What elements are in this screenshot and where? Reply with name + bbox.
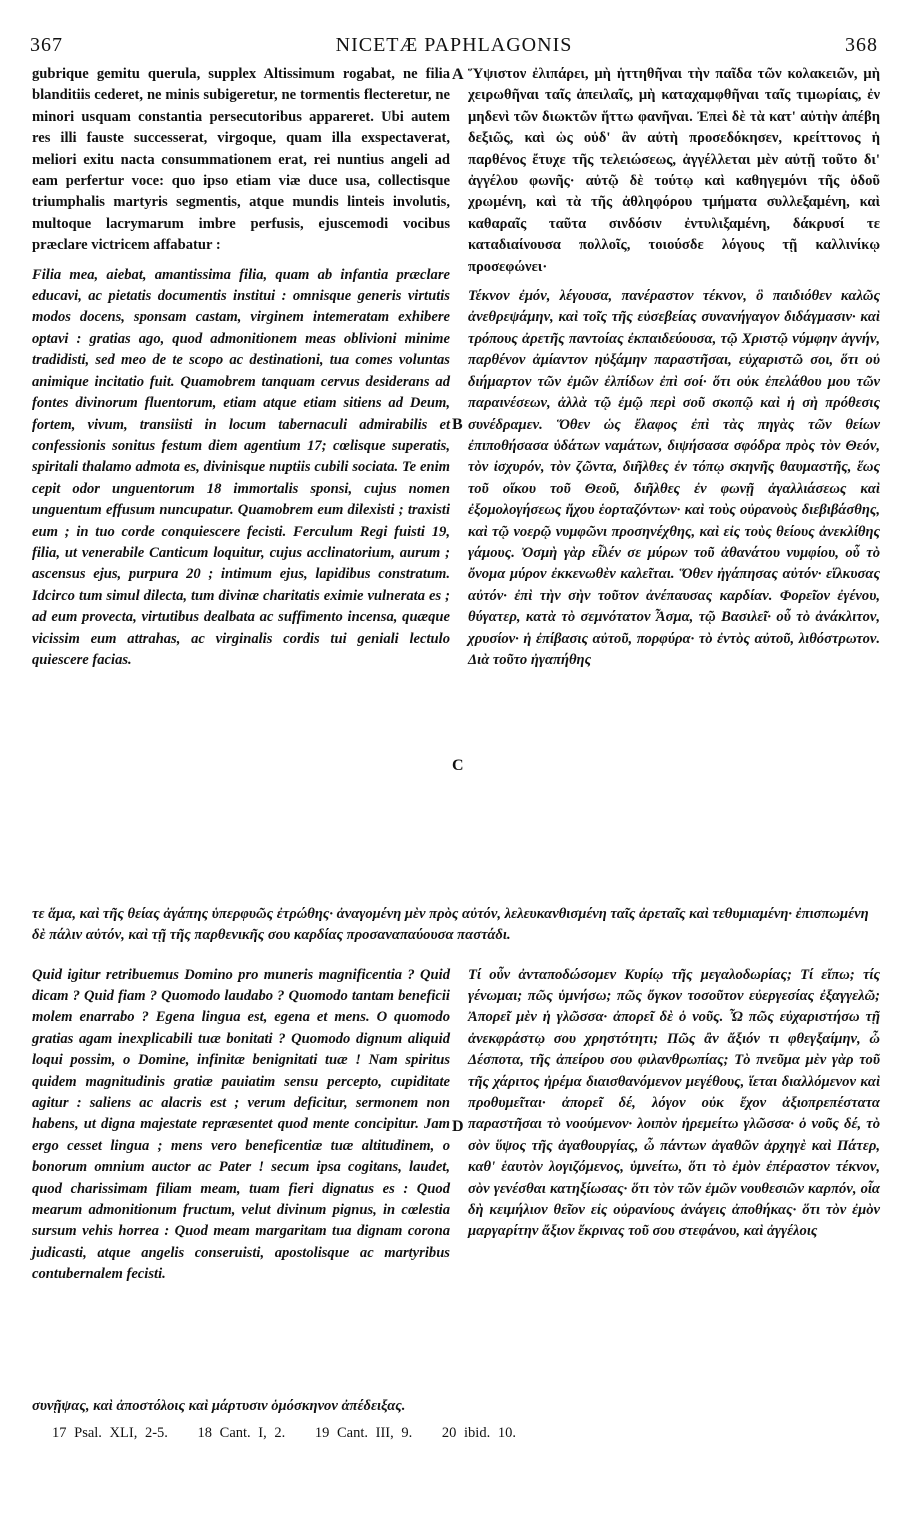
margin-letter-b: B: [452, 416, 463, 433]
footnote-18: 18 Cant. I, 2.: [197, 1425, 286, 1441]
footnote-17: 17 Psal. XLI, 2-5.: [52, 1425, 168, 1441]
latin-column-lower: [32, 950, 450, 1300]
running-title: NICETÆ PAPHLAGONIS: [335, 34, 573, 56]
margin-letter-c: C: [452, 757, 464, 774]
running-header: [30, 30, 878, 60]
greek-column-upper: [468, 64, 880, 671]
greek-paragraph-1: Ὕψιστον ἐλιπάρει, μὴ ἡττηθῆναι τὴν παῖδα τῶν κολακειῶν, μὴ χειρωθῆναι ταῖς ἀπειλαῖς, μὴ καταχαμφθῆναι ταῖς τιμωρίαις, ἐν μηδενὶ τῶν διωκτῶν ἥττω φανῆναι. Ἐπεὶ δὲ τὰ κατ' αὐτὴν ἀπέβη δεξιῶς, καὶ ὡς οὐδ' ἂν αὐτὴ προσεδόκησεν, κρείττονος ἡ παρθένος ἔτυχε τῆς τελειώσεως, ἀγγέλλεται μὲν αὐτῇ τοῦτο δι' ἀγγέλου φωνῆς· αὐτῷ δὲ τούτῳ καὶ καθηγεμόνι τῆς ὁδοῦ χρωμένη, καὶ τὰ τῆς ἀθληφόρου τμήματα συλλεξαμένη, καὶ καθαραῖς ταῦτα σινδόσιν ἐντυλιξαμένη, δάκρυσί τε καταδιαίνουσα πολλοῖς, τοιούσδε λόγους τῇ καλλινίκῳ προσεφώνει·: [468, 66, 880, 275]
greek-spanning-line-1: τε ἅμα, καὶ τῆς θείας ἀγάπης ὑπερφυῶς ἐτρώθης· ἀναγομένη μὲν πρὸς αὐτόν, λελευκανθισμένη ταῖς ἀρεταῖς καὶ τεθυμιαμένη· ἐπισπωμένη δὲ πάλιν αὐτόν, καὶ τῇ τῆς παρθενικῆς σου καρδίας προσαναπαύουσα παστάδι.: [32, 906, 869, 944]
margin-letter-a: A: [452, 66, 464, 83]
latin-paragraph-1: gubrique gemitu querula, supplex Altissimum rogabat, ne filia blanditiis cederet, ne minis subigeretur, ne tormentis flecteretur, ne minori usquam constantia persecutoribus appareret. Ubi autem res illi fauste successerat, virgoque, quam illa exspectaverat, meliori exitu nacta consummationem erat, rei nuntius angeli ad eam perfertur voce: quo ipso etiam viæ duce usa, collectisque triumphalis martyris segmentis, atque mundis linteis involutis, multoque lacrymarum imbre perfusis, ejuscemodi vocibus præclare victricem affabatur :: [32, 66, 450, 254]
greek-paragraph-3: Τί οὖν ἀνταποδώσομεν Κυρίῳ τῆς μεγαλοδωρίας; Τί εἴπω; τίς γένωμαι; πῶς ὑμνήσω; πῶς ὄγκον τοσοῦτον εὐεργεσίας ἐξαγγελῶ; Ἀπορεῖ μὲν ἡ γλῶσσα· ἀπορεῖ δὲ ὁ νοῦς. Ὦ πῶς εὐχαριστήσω τῇ ἀνεκφράστῳ σου χρηστότητι; Πῶς ἂν ἄξιόν τι φθεγξαίμην, ὦ Δέσποτα, τῆς ἀπείρου σου φιλανθρωπίας; Τὸ πνεῦμα μὲν γὰρ τοῦ τῆς χάριτος ἠρέμα διαισθανόμενον μεγέθους, ἵεται διαλλόμενον καὶ προθυμεῖται· ἀπορεῖ δέ, λόγον οὐκ ἔχον ἀξιοπρεπέστατα παραστῆσαι τὸ νοούμενον· λοιπὸν ἠρεμείτω γλῶσσα· ὁ νοῦς δέ, τὸ σὸν ὕψος τῆς ἀγαθουργίας, ὦ πάντων ἀγαθῶν ἀρχηγὲ καὶ Πάτερ, καθ' ἑαυτὸν λογιζόμενος, ὑμνείτω, ὅτι τὸ ἐμὸν ἐπέραστον τέκνον, σὸν γενέσθαι κατηξίωσας· ὅτι τὸν τῶν ἐμῶν νουθεσιῶν καρπόν, οἷα δὴ κειμήλιον θεῖον εἰς οὐρανίους ἀνάγεις ἀποθήκας· ὅτι τὸν ἐμὸν μαργαρίτην ἄξιον ἔκρινας τοῦ σου στεφάνου, καὶ ἀγγέλοις: [468, 966, 880, 1240]
page-number-right: 368: [845, 34, 878, 56]
latin-paragraph-3: Quid igitur retribuemus Domino pro muneris magnificentia ? Quid dicam ? Quid fiam ? Quomodo laudabo ? Quomodo tantam beneficii molem enarrabo ? Egena lingua est, egena et mens. O quomodo gratias agam inexplicabili tuæ bonitati ? Quomodo dignum aliquid loqui possim, o Domine, infinitæ benignitati tuæ ! Nam spiritus quidem magnitudinis gratiæ pauiatim sensu percepto, cupiditate agitur : saliens ac alacris est ; verum deficitur, sermonem non habens, ut digna majestate repræsentet quod mente concipitur. Jam ergo cesset lingua ; mens vero beneficentiæ tuæ altitudinem, o bonorum omnium auctor ac Pater ! secum ipsa cogitans, laudet, quod charissimam filiam meam, tuam fieri dignatus es : Quod mearum admonitionum fructum, velut divinum pignus, in cœlestia sursum vehis horrea : Quod meam margaritam tua dignam corona judicasti, atque angelis conseruisti, apostolisque ac martyribus contubernalem fecisti.: [32, 966, 450, 1283]
footnote-20: 20 ibid. 10.: [441, 1425, 516, 1441]
footnotes: [52, 1425, 516, 1442]
page-number-left: 367: [30, 34, 63, 56]
greek-spanning-line-2: συνῇψας, καὶ ἀποστόλοις καὶ μάρτυσιν ὁμόσκηνον ἀπέδειξας.: [32, 1398, 406, 1414]
greek-column-lower: [468, 950, 880, 1257]
greek-paragraph-2: Τέκνον ἐμόν, λέγουσα, πανέραστον τέκνον, ὃ παιδιόθεν καλῶς ἀνεθρεψάμην, καὶ τοῖς τῆς εὐσεβείας συνανήγαγον διδάγμασιν· καὶ τρόπους ἀρετῆς παντοίας ἐκπαιδεύουσα, τῷ Χριστῷ νύμφην ἁγνήν, παρθένον ἀμίαντον ηὐξάμην παραστῆσαι, εὐχαριστῶ σοι, ὅτι οὐ διήμαρτον τῶν ἐμῶν ἐλπίδων ἐπὶ σοί· ὅτι οὐκ ἐπελάθου μου τῶν παραινέσεων, ἀλλὰ τῷ ἐμῷ περὶ σοῦ σκοπῷ καὶ ἡ σὴ πρόθεσις συνέδραμεν. Ὅθεν ὡς ἔλαφος ἐπὶ τὰς πηγὰς τῶν θείων ἐπιποθήσασα ὑδάτων ναμάτων, διψήσασα σφόδρα πρὸς τὸν Θεόν, τὸν ἰσχυρόν, τὸν ζῶντα, διῆλθες ἐν τόπῳ σκηνῆς θαυμαστῆς, ἕως τοῦ οἴκου τοῦ Θεοῦ, διῆλθες ἐν φωνῇ ἀγαλλιάσεως καὶ ἐξομολογήσεως ἤχου ἑορταζόντων· καὶ τοὺς οὐρανοὺς διεβιβάσθης, καὶ τῷ νοερῷ νυμφῶνι προσηνέχθης, καὶ εἰς τοὺς θείους ἀνεκλίθης γάμους. Ὀσμὴ γὰρ εἷλέν σε μύρων τοῦ ἀθανάτου νυμφίου, οὗ τὸ ὄνομα μύρον ἐκκενωθὲν καλεῖται. Ὅθεν ἠγάπησας αὐτόν· εἵλκυσας αὐτόν· ἐπὶ τὴν σὴν τοῦτον ἀνέπαυσας καρδίαν. Φορεῖον ἐγένου, θύγατερ, κατὰ τὸ σεμνότατον Ἆσμα, τῷ Βασιλεῖ· οὗ τὸ ἀνάκλιτον, χρυσίον· ἡ ἐπίβασις αὐτοῦ, πορφύρα· τὸ ἐντὸς αὐτοῦ, λιθόστρωτον. Διὰ τοῦτο ἠγαπήθης: [468, 288, 880, 668]
latin-paragraph-2: Filia mea, aiebat, amantissima filia, quam ab infantia præclare educavi, ac pietatis documentis institui : omnisque generis virtutis modos docens, sponsam castam, virginem intemeratam exhibere optavi : gratias ago, quod admonitionem meas oblivioni minime tradidisti, sed meo de te scopo ac destinationi, tua comes voluntas animique incitatio fuit. Quamobrem tanquam cervus desiderans ad fontes divinorum fluentorum, etiam atque etiam sitiens ad Deum, fortem, vivum, transiisti in locum tabernaculi admirabilis et confessionis sonitus festum diem agentium 17; cœlisque superatis, spiritali thalamo admota es, divinisque nuptiis cubili sociata. Te enim cepit odor unguentorum 18 immortalis sponsi, cujus nomen unguentum effusum nuncupatur. Quamobrem eum dilexisti ; traxisti eum ; in tuo corde conquiescere fecisti. Ferculum Regi fuisti 19, filia, ut venerabile Canticum loquitur, cujus acclinatorium, aurum ; ascensus ejus, purpura 20 ; intimum ejus, lapidibus constratum. Idcirco tum simul dilecta, tum divinæ charitatis eximie vulnerata es ; ad eum provecta, virtutibus dealbata ac suffimento incensa, quæque vicissim eum attrahas, ac virginalis cordis tui geniali lectulo quiescere facias.: [32, 266, 450, 668]
footnote-19: 19 Cant. III, 9.: [314, 1425, 413, 1441]
latin-column-upper: [32, 64, 450, 671]
margin-letter-d: D: [452, 1118, 464, 1135]
